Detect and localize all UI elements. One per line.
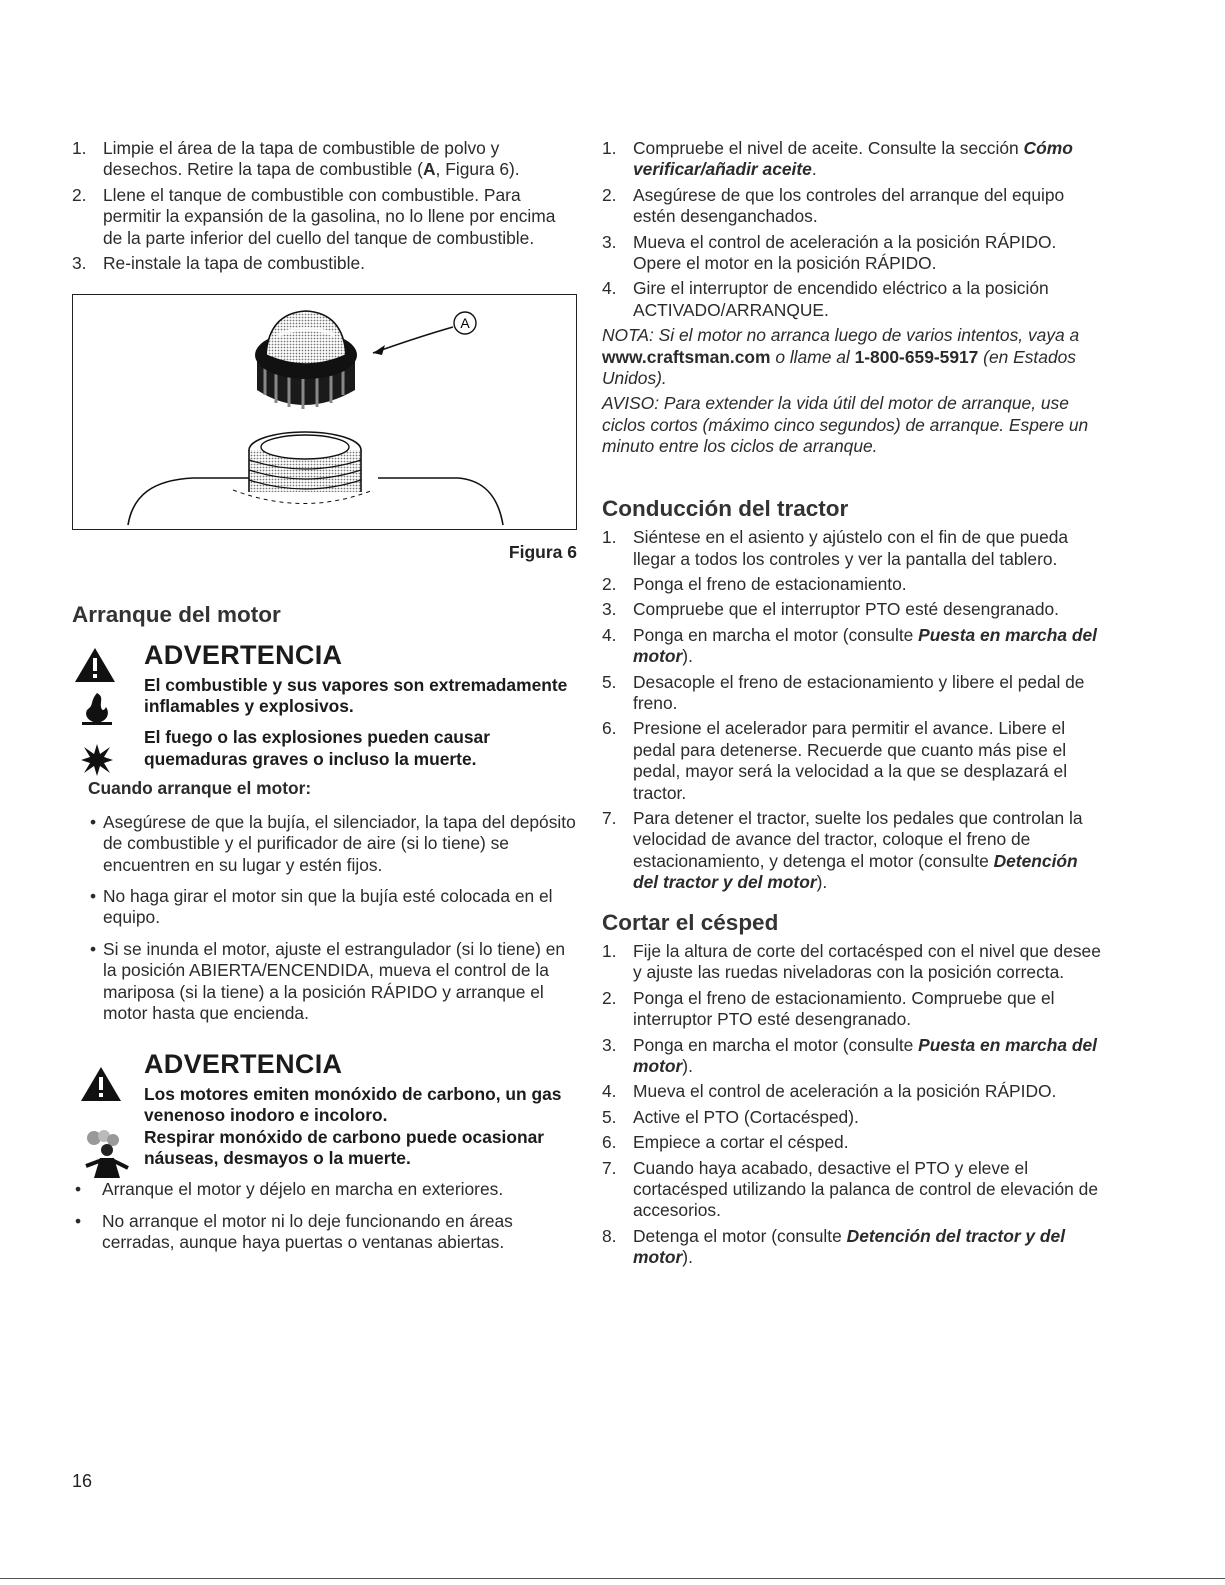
step-text: Desacople el freno de estacionamiento y libere el pedal de freno.	[633, 671, 1085, 713]
aviso-paragraph: AVISO: Para extender la vida útil del motor de arranque, use ciclos cortos (máximo cinco segundos) de arranque. Espere un minuto entre los ciclos de arranque.	[602, 393, 1089, 457]
step-number: 6.	[602, 1132, 617, 1153]
list-item	[602, 185, 1104, 228]
list-item: • Si se inunda el motor, ajuste el estrangulador (si lo tiene) en la posición ABIERTA/ENCENDIDA, mueva el control de la mariposa (si la tiene) a la posición RÁPIDO y arranque el motor hasta que encienda.	[88, 939, 577, 1025]
warning-text: Respirar monóxido de carbono puede ocasionar náuseas, desmayos o la muerte.	[144, 1126, 545, 1168]
step-number: 2.	[602, 573, 617, 594]
step-text: Compruebe el nivel de aceite. Consulte la sección	[633, 138, 1024, 158]
step-number: 5.	[602, 1106, 617, 1127]
step-text: Siéntese en el asiento y ajústelo con el fin de que pueda llegar a todos los controles y ver la pantalla del tablero.	[633, 527, 1069, 569]
step-text: Ponga en marcha el motor (consulte	[633, 624, 919, 645]
list-item	[602, 1035, 1104, 1078]
right-column	[602, 138, 1104, 1273]
step-text: .	[811, 159, 817, 180]
step-number: 4.	[602, 278, 617, 299]
flammable-icon	[80, 691, 114, 730]
step-text: Compruebe que el interruptor PTO esté desengranado.	[633, 599, 1060, 620]
nota-text: o llame al	[770, 346, 855, 367]
step-text: Detenga el motor (consulte	[633, 1225, 847, 1246]
phone-number: 1-800-659-5917	[854, 346, 979, 367]
list-item	[602, 138, 1104, 181]
step-reference: Cómo verificar/añadir aceite	[633, 138, 1073, 180]
list-item: • No arranque el motor ni lo deje funcionando en áreas cerradas, aunque haya puertas o ventanas abiertas.	[72, 1211, 577, 1254]
step-number: 3.	[602, 599, 617, 620]
step-number: 1.	[602, 138, 617, 158]
step-text: Para detener el tractor, suelte los pedales que controlan la velocidad de avance del tractor, coloque el freno de estacionamiento, y detenga el motor (consulte	[633, 807, 1083, 871]
step-text: Limpie el área de la tapa de combustible de polvo y desechos. Retire la tapa de combustible (	[103, 138, 500, 180]
warning-title: ADVERTENCIA	[144, 1049, 343, 1080]
warning-triangle-icon	[74, 647, 116, 688]
list-item	[602, 718, 1104, 804]
page-number: 16	[72, 1471, 93, 1491]
step-text: Asegúrese de que los controles del arranque del equipo estén desenganchados.	[633, 184, 1065, 227]
step-text: Ponga en marcha el motor (consulte	[633, 1034, 919, 1055]
list-item	[602, 527, 1104, 570]
step-number: 2.	[602, 987, 617, 1008]
list-item	[602, 808, 1104, 894]
step-number: 1.	[72, 138, 87, 158]
step-number: 1.	[602, 941, 617, 961]
left-column	[72, 138, 577, 1264]
starting-steps-list	[602, 138, 1104, 321]
driving-steps-list	[602, 527, 1104, 894]
step-number: 3.	[602, 231, 617, 252]
step-number: 8.	[602, 1225, 617, 1246]
step-reference: Detención del tractor y del motor	[633, 850, 1078, 893]
step-text: Ponga el freno de estacionamiento. Compruebe que el interruptor PTO esté desengranado.	[633, 987, 1055, 1030]
warning-text: El combustible y sus vapores son extremadamente inflamables y explosivos.	[144, 674, 568, 717]
nota-text: (en Estados Unidos).	[602, 346, 1076, 389]
step-text: Empiece a cortar el césped.	[633, 1132, 849, 1153]
list-item	[72, 253, 577, 274]
list-item	[602, 1107, 1104, 1128]
list-item	[602, 232, 1104, 275]
precautions-list	[72, 812, 577, 1025]
step-number: 6.	[602, 718, 617, 739]
step-number: 3.	[72, 253, 87, 274]
step-text: Mueva el control de aceleración a la posición RÁPIDO. Opere el motor en la posición RÁPIDO.	[633, 231, 1057, 274]
step-number: 4.	[602, 1081, 617, 1102]
list-item: • Asegúrese de que la bujía, el silenciador, la tapa del depósito de combustible y el purificador de aire (si lo tiene) se encuentren en su lugar y estén fijos.	[88, 812, 577, 876]
list-item	[602, 574, 1104, 595]
list-item	[602, 1132, 1104, 1153]
section-heading: Arranque del motor	[72, 601, 281, 627]
nota-text: NOTA: Si el motor no arranca luego de varios intentos, vaya a	[602, 325, 1080, 346]
callout-label-a: A	[460, 315, 470, 332]
step-text: ).	[682, 1056, 693, 1077]
step-number: 2.	[602, 184, 617, 205]
figure-caption: Figura 6	[508, 542, 577, 563]
step-text: Llene el tanque de combustible con combustible. Para permitir la expansión de la gasolina, no lo llene por encima de la parte inferior del cuello del tanque de combustible.	[103, 184, 556, 248]
warning-block-1	[72, 640, 577, 770]
step-number: 7.	[602, 1157, 617, 1178]
nota-paragraph	[602, 325, 1104, 389]
list-item	[602, 988, 1104, 1031]
step-number: 5.	[602, 671, 617, 692]
list-item	[602, 1226, 1104, 1269]
warning-block-2	[72, 1049, 577, 1169]
step-number: 3.	[602, 1034, 617, 1055]
list-item	[602, 625, 1104, 668]
outdoor-list	[72, 1179, 577, 1253]
list-item	[602, 941, 1104, 984]
step-number: 7.	[602, 807, 617, 828]
list-item: • No haga girar el motor sin que la bujía esté colocada en el equipo.	[88, 886, 577, 929]
step-text: , Figura 6).	[435, 159, 520, 180]
list-item	[602, 278, 1104, 321]
step-text-bold: A	[422, 159, 436, 180]
website-link[interactable]: www.craftsman.com	[602, 346, 771, 367]
list-item	[72, 138, 577, 181]
step-text: Active el PTO (Cortacésped).	[633, 1106, 859, 1127]
list-item	[72, 185, 577, 249]
list-item	[602, 599, 1104, 620]
step-number: 1.	[602, 527, 617, 548]
section-heading: Cortar el césped	[602, 909, 779, 935]
warning-title: ADVERTENCIA	[144, 640, 343, 671]
section-heading: Conducción del tractor	[602, 495, 849, 521]
step-text: ).	[682, 646, 693, 667]
list-item	[602, 672, 1104, 715]
list-item: • Arranque el motor y déjelo en marcha en exteriores.	[72, 1179, 577, 1200]
warning-triangle-icon	[80, 1066, 122, 1107]
explosion-icon	[80, 743, 114, 782]
step-reference: Puesta en marcha del motor	[633, 1034, 1097, 1077]
bottom-rule	[0, 1578, 1225, 1579]
step-text: Fije la altura de corte del cortacésped con el nivel que desee y ajuste las ruedas niveladoras con la posición correcta.	[633, 941, 1101, 983]
list-item	[602, 1081, 1104, 1102]
fuel-steps-list	[72, 138, 577, 274]
step-text: Mueva el control de aceleración a la posición RÁPIDO.	[633, 1081, 1057, 1102]
step-number: 2.	[72, 184, 87, 205]
mowing-steps-list	[602, 941, 1104, 1269]
fuel-cap-illustration	[73, 295, 576, 529]
step-text: ).	[816, 872, 828, 893]
warning-text: El fuego o las explosiones pueden causar quemaduras graves o incluso la muerte.	[144, 727, 490, 769]
step-text: Gire el interruptor de encendido eléctrico a la posición ACTIVADO/ARRANQUE.	[633, 278, 1049, 320]
step-reference: Puesta en marcha del motor	[633, 624, 1097, 667]
step-text: ).	[682, 1247, 693, 1268]
toxic-fumes-icon	[78, 1128, 136, 1185]
step-number: 4.	[602, 624, 617, 645]
step-text: Re-instale la tapa de combustible.	[103, 253, 365, 274]
warning-text: Los motores emiten monóxido de carbono, un gas venenoso inodoro e incoloro.	[144, 1083, 562, 1126]
figure-6-box	[72, 294, 577, 530]
step-text: Presione el acelerador para permitir el avance. Libere el pedal para detenerse. Recuerde que cuanto más pise el pedal, mayor será la velocidad a la que se desplazará el tractor.	[633, 718, 1068, 803]
step-text: Cuando haya acabado, desactive el PTO y eleve el cortacésped utilizando la palanca de control de elevación de accesorios.	[633, 1157, 1099, 1221]
step-reference: Detención del tractor y del motor	[633, 1225, 1066, 1268]
list-item	[602, 1158, 1104, 1222]
subheading: Cuando arranque el motor:	[88, 778, 312, 799]
step-text: Ponga el freno de estacionamiento.	[633, 573, 907, 594]
